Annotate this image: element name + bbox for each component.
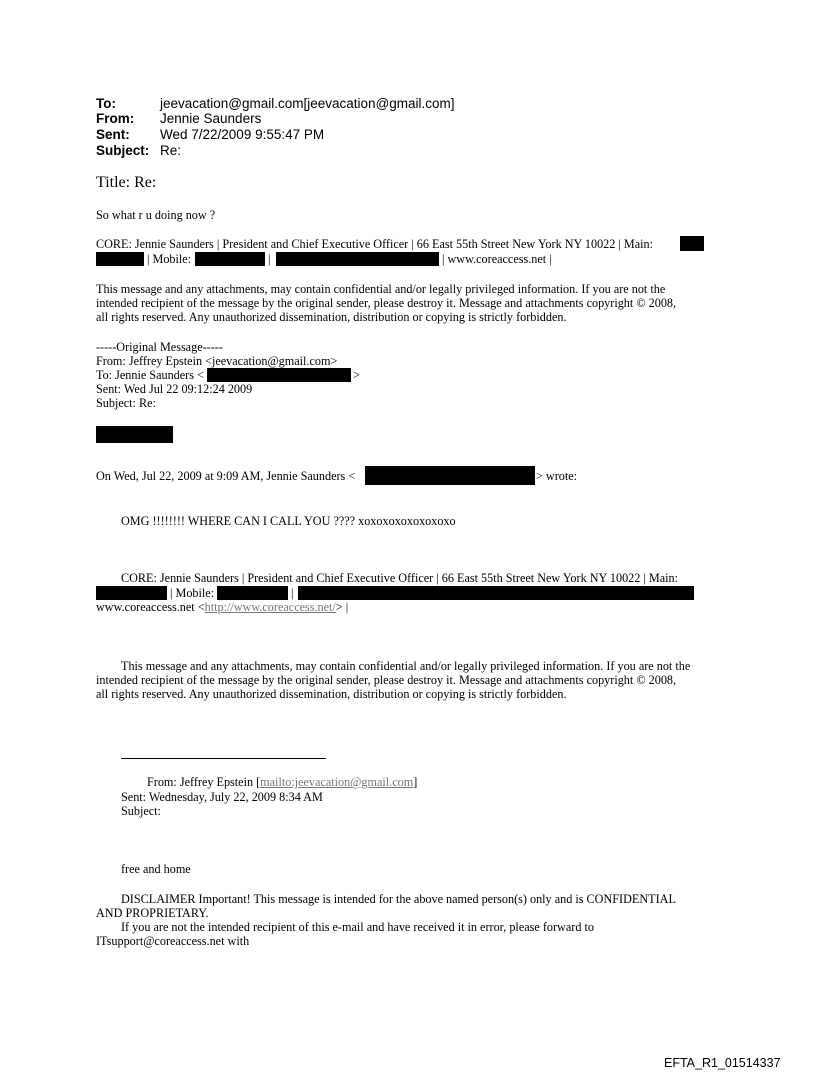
disclaimer1-line2: intended recipient of the message by the original sender, please destroy it. Message and attachments copyright © 2008, bbox=[96, 296, 677, 310]
original-subject: Subject: Re: bbox=[96, 396, 156, 410]
coreaccess-link[interactable]: http://www.coreaccess.net/ bbox=[204, 600, 336, 614]
web-suffix: > | bbox=[335, 600, 349, 614]
subject-label: Subject: bbox=[96, 143, 150, 158]
to-label: To: bbox=[96, 96, 116, 111]
from-value: Jennie Saunders bbox=[160, 111, 262, 126]
redaction-box bbox=[96, 252, 144, 266]
subject-value: Re: bbox=[160, 143, 182, 158]
signature1-mobile: | Mobile: bbox=[147, 252, 192, 266]
signature1-line1: CORE: Jennie Saunders | President and Chief Executive Officer | 66 East 55th Street New York NY 10022 | Main: bbox=[96, 237, 654, 251]
original-sent: Sent: Wed Jul 22 09:12:24 2009 bbox=[96, 382, 253, 396]
sent-label: Sent: bbox=[96, 127, 130, 142]
separator-rule bbox=[121, 758, 326, 759]
redaction-box bbox=[680, 236, 704, 251]
disclaimer2-line2: intended recipient of the message by the original sender, please destroy it. Message and attachments copyright © 2008, bbox=[96, 673, 677, 687]
message-title: Title: Re: bbox=[96, 174, 157, 191]
redaction-box bbox=[365, 466, 535, 485]
earlier-subject: Subject: bbox=[121, 804, 161, 818]
earlier-from bbox=[147, 775, 417, 789]
to-value: jeevacation@gmail.com[jeevacation@gmail.com] bbox=[160, 96, 455, 111]
from-label: From: bbox=[96, 111, 135, 126]
disclaimer3-line1: DISCLAIMER Important! This message is intended for the above named person(s) only and is CONFIDENTIAL bbox=[121, 892, 676, 906]
quote-intro-end: > wrote: bbox=[536, 469, 578, 483]
original-to-end: > bbox=[353, 368, 360, 382]
redaction-box bbox=[96, 426, 173, 443]
redaction-box bbox=[217, 586, 288, 600]
signature1-pipe: | bbox=[268, 252, 271, 266]
disclaimer1-line1: This message and any attachments, may contain confidential and/or legally privileged information. If you are not the bbox=[96, 282, 666, 296]
disclaimer1-line3: all rights reserved. Any unauthorized dissemination, distribution or copying is strictly forbidden. bbox=[96, 310, 567, 324]
redaction-box bbox=[298, 586, 694, 600]
signature1-website: | www.coreaccess.net | bbox=[442, 252, 552, 266]
mailto-link[interactable]: mailto:jeevacation@gmail.com bbox=[260, 775, 414, 789]
disclaimer2-line3: all rights reserved. Any unauthorized dissemination, distribution or copying is strictly forbidden. bbox=[96, 687, 567, 701]
disclaimer2-line1: This message and any attachments, may contain confidential and/or legally privileged information. If you are not the bbox=[121, 659, 691, 673]
signature2-mobile: | Mobile: bbox=[170, 586, 215, 600]
signature2-web bbox=[96, 600, 348, 614]
original-divider: -----Original Message----- bbox=[96, 340, 223, 354]
earlier-from-suffix: ] bbox=[413, 775, 418, 789]
document-id: EFTA_R1_01514337 bbox=[664, 1056, 781, 1070]
signature2-pipe: | bbox=[291, 586, 294, 600]
earlier-sent: Sent: Wednesday, July 22, 2009 8:34 AM bbox=[121, 790, 323, 804]
disclaimer3-line4: ITsupport@coreaccess.net with bbox=[96, 934, 250, 948]
quote-intro: On Wed, Jul 22, 2009 at 9:09 AM, Jennie Saunders < bbox=[96, 469, 356, 483]
sent-value: Wed 7/22/2009 9:55:47 PM bbox=[160, 127, 325, 142]
redaction-box bbox=[276, 252, 439, 266]
omg-line: OMG !!!!!!!! WHERE CAN I CALL YOU ???? xoxoxoxoxoxoxoxo bbox=[121, 514, 456, 528]
web-prefix: www.coreaccess.net < bbox=[96, 600, 205, 614]
earlier-from-prefix: From: Jeffrey Epstein [ bbox=[147, 775, 261, 789]
original-from: From: Jeffrey Epstein <jeevacation@gmail.com> bbox=[96, 354, 338, 368]
free-home-line: free and home bbox=[121, 862, 191, 876]
original-to: To: Jennie Saunders < bbox=[96, 368, 204, 382]
disclaimer3-line3: If you are not the intended recipient of this e-mail and have received it in error, please forward to bbox=[121, 920, 594, 934]
redaction-box bbox=[96, 586, 167, 600]
redaction-box bbox=[195, 252, 265, 266]
signature2-line1: CORE: Jennie Saunders | President and Chief Executive Officer | 66 East 55th Street New York NY 10022 | Main: bbox=[121, 571, 679, 585]
disclaimer3-line2: AND PROPRIETARY. bbox=[96, 906, 209, 920]
redaction-box bbox=[207, 368, 351, 382]
body-line: So what r u doing now ? bbox=[96, 208, 216, 222]
